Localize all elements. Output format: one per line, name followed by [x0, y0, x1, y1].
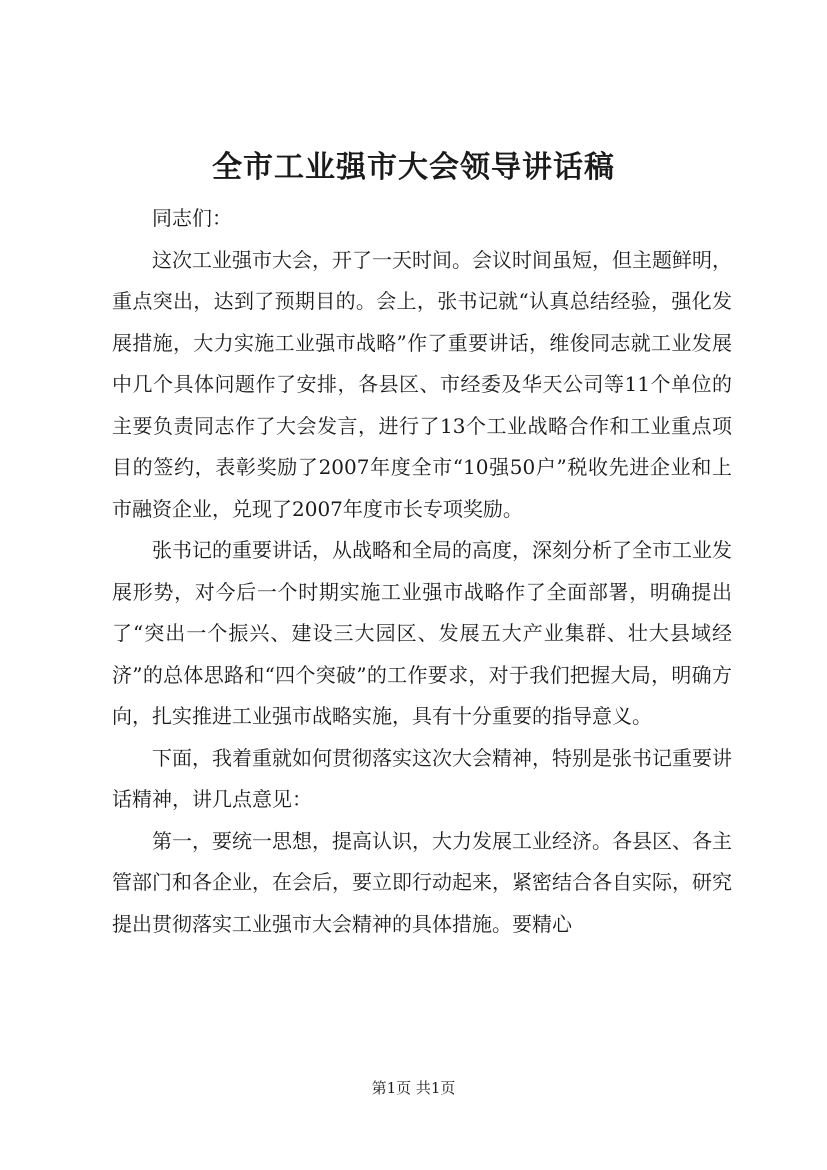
paragraph-3: 下面，我着重就如何贯彻落实这次大会精神，特别是张书记重要讲话精神，讲几点意见： [112, 745, 732, 811]
paragraph-2: 张书记的重要讲话，从战略和全局的高度，深刻分析了全市工业发展形势，对今后一个时期实施工业强市战略作了全面部署，明确提出了“突出一个振兴、建设三大园区、发展五大产业集群、壮大县域经济”的总体思路和“四个突破”的工作要求，对于我们把握大局，明确方向，扎实推进工业强市战略实施，具有十分重要的指导意义。 [112, 538, 732, 728]
paragraph-salutation: 同志们： [152, 206, 232, 230]
paragraph-1: 这次工业强市大会，开了一天时间。会议时间虽短，但主题鲜明，重点突出，达到了预期目的。会上，张书记就“认真总结经验，强化发展措施，大力实施工业强市战略”作了重要讲话，维俊同志就工业发展中几个具体问题作了安排，各县区、市经委及华天公司等11个单位的主要负责同志作了大会发言，进行了13个工业战略合作和工业重点项目的签约，表彰奖励了2007年度全市“10强50户”税收先进企业和上市融资企业，兑现了2007年度市长专项奖励。 [112, 247, 732, 521]
page-number-label: 第1页 共1页 [371, 1079, 456, 1097]
paragraph-4: 第一，要统一思想，提高认识，大力发展工业经济。各县区、各主管部门和各企业，在会后，要立即行动起来，紧密结合各自实际，研究提出贯彻落实工业强市大会精神的具体措施。要精心 [112, 828, 732, 936]
document-body [112, 198, 732, 945]
page-footer [0, 1078, 827, 1098]
document-title: 全市工业强市大会领导讲话稿 [212, 150, 615, 185]
